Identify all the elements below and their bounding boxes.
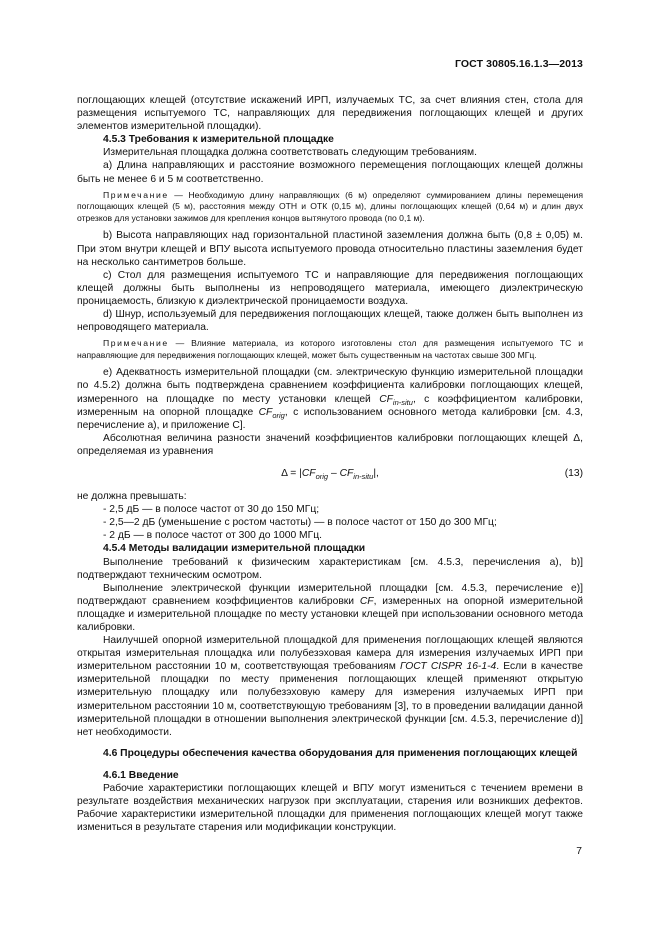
list-item-b: b) Высота направляющих над горизонтальной пластиной заземления должна быть (0,8 ± 0,05) м. При этом внутри клещей и ВПУ высота испытуемого провода относительно пластины заземления будет на несколько сантиметров больше. bbox=[77, 230, 583, 268]
note-1 bbox=[77, 190, 583, 225]
paragraph: Абсолютная величина разности значений коэффициентов калибровки поглощающих клещей Δ, определяемая из уравнения bbox=[77, 432, 583, 457]
paragraph: Рабочие характеристики поглощающих клещей и ВПУ могут измениться с течением времени в результате воздействия механических нагрузок при эксплуатации, старения или возникших дефектов. Рабочие характеристики измерительной площадки для применения поглощающих клещей могут также измениться в результате старения или модификации конструкции. bbox=[77, 783, 583, 834]
section-heading-4-5-3: 4.5.3 Требования к измерительной площадке bbox=[103, 134, 334, 146]
paragraph: Наилучшей опорной измерительной площадкой для применения поглощающих клещей являются открытая измерительная площадка или полубезэховая камера для измерения излучаемых ИРП при измерительном расстоянии 10 м, соответствующая требованиям ГОСТ CISPR 16-1-4. Если в качестве измерительной площадки по месту применения поглощающих клещей применяют открытую измерительную площадку или полубезэховую камеру для измерения излучаемых ИРП при измерительном расстоянии 10 м, соответствующую требованиям [3], то в проведении валидации данной измерительной площадки в отношении выполнения электрической функции [см. 4.5.3, перечисление d)] нет необходимости. bbox=[77, 635, 584, 738]
standard-reference: ГОСТ CISPR 16-1-4 bbox=[400, 661, 497, 673]
note-label: Примечание bbox=[103, 338, 169, 349]
list-item-d: d) Шнур, используемый для передвижения поглощающих клещей, также должен быть выполнен из непроводящего материала. bbox=[77, 309, 583, 334]
note-2 bbox=[77, 338, 583, 361]
page-number: 7 bbox=[576, 846, 582, 857]
section-heading-4-5-4: 4.5.4 Методы валидации измерительной площадки bbox=[103, 543, 366, 555]
document-header: ГОСТ 30805.16.1.3—2013 bbox=[455, 58, 583, 70]
paragraph: не должна превышать: bbox=[77, 491, 187, 503]
limit-item: - 2,5—2 дБ (уменьшение с ростом частоты) — в полосе частот от 150 до 300 МГц; bbox=[103, 517, 497, 529]
limit-item: - 2,5 дБ — в полосе частот от 30 до 150 МГц; bbox=[103, 504, 320, 516]
paragraph: Выполнение электрической функции измерительной площадки [см. 4.5.3, перечисление е)] подтверждают сравнением коэффициентов калибровки CF, измеренных на опорной измерительной площадке и измерительной площадке по месту установки клещей при использовании основного метода калибровки. bbox=[77, 582, 583, 633]
list-item-c: c) Стол для размещения испытуемого ТС и направляющие для передвижения поглощающих клещей должны быть выполнены из непроводящего материала, имеющего диэлектрическую проницаемость, близкую к диэлектрической проницаемости воздуха. bbox=[77, 269, 583, 307]
note-text: — Влияние материала, из которого изготовлены стол для размещения испытуемого ТС и направляющие для передвижения поглощающих клещей, может быть существенным на частотах свыше 300 МГц. bbox=[77, 338, 583, 360]
intro-paragraph: поглощающих клещей (отсутствие искажений ИРП, излучаемых ТС, за счет влияния стен, стола для размещения испытуемого ТС, направляющих для передвижения поглощающих клещей и других элементов измерительной площадки). bbox=[77, 95, 583, 133]
list-item-e: е) Адекватность измерительной площадки (см. электрическую функцию измерительной площадки по 4.5.2) должна быть подтверждена сравнением коэффициента калибровки поглощающих клещей, измеренного на площадке по месту установки клещей $CF_{in-situ}$, с коэффициентом калибровки, измеренным на опорной площадке $CF_{orig}$, с использованием основного метода калибровки [см. 4.3, перечисление а), и приложение С]. bbox=[77, 367, 583, 431]
note-label: Примечание bbox=[103, 189, 169, 200]
limit-item: - 2 дБ — в полосе частот от 300 до 1000 МГц. bbox=[103, 530, 322, 542]
list-item-a: а) Длина направляющих и расстояние возможного перемещения поглощающих клещей должны быть не менее 6 и 5 м соответственно. bbox=[77, 160, 583, 185]
document-body bbox=[77, 94, 583, 834]
note-text: — Необходимую длину направляющих (6 м) определяют суммированием длины перемещения поглощающих клещей (5 м), расстояния между ОТН и ОТК (0,15 м), длины поглощающих клещей (0,64 м) и длин двух отрезков для установки зажимов для крепления концов вытянутого провода (по 0,1 м). bbox=[77, 189, 583, 223]
paragraph: Измерительная площадка должна соответствовать следующим требованиям. bbox=[103, 147, 477, 159]
section-heading-4-6-1: 4.6.1 Введение bbox=[103, 769, 179, 781]
section-heading-4-6: 4.6 Процедуры обеспечения качества оборудования для применения поглощающих клещей bbox=[103, 747, 578, 759]
equation-number: (13) bbox=[564, 468, 583, 480]
equation-13: $\Delta = |CF_{orig} - CF_{in-situ}|$, (13) bbox=[281, 468, 583, 482]
paragraph: Выполнение требований к физическим характеристикам [см. 4.5.3, перечисления а), b)] подтверждают техническим осмотром. bbox=[77, 556, 583, 581]
